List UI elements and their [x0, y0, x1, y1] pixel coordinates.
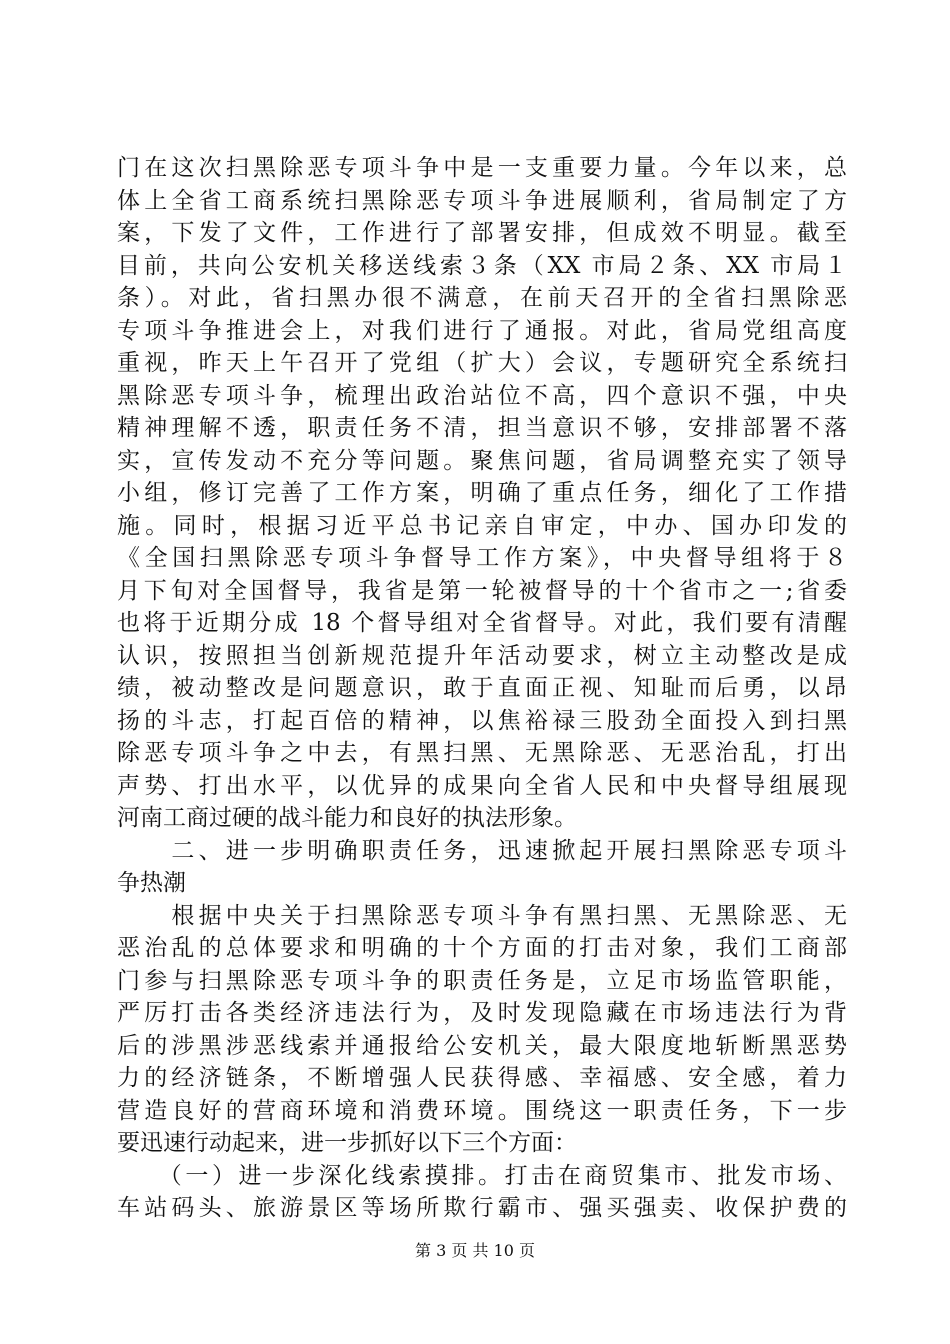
body-text: [117, 152, 847, 1225]
text-line: 实，宣传发动不充分等问题。聚焦问题，省局调整充实了领导: [117, 447, 847, 474]
text-line: 要迅速行动起来，进一步抓好以下三个方面：: [117, 1130, 577, 1156]
text-line: 条）。对此，省扫黑办很不满意，在前天召开的全省扫黑除恶: [117, 285, 847, 311]
text-line: 营造良好的营商环境和消费环境。围绕这一职责任务，下一步: [117, 1097, 847, 1124]
text-line: 月下旬对全国督导，我省是第一轮被督导的十个省市之一;省委: [117, 577, 847, 604]
text-line: 扬的斗志，打起百倍的精神，以焦裕禄三股劲全面投入到扫黑: [117, 707, 847, 734]
text-line: 《全国扫黑除恶专项斗争督导工作方案》，中央督导组将于８: [117, 545, 847, 571]
text-line: 黑除恶专项斗争，梳理出政治站位不高，四个意识不强，中央: [117, 382, 847, 409]
text-line: 绩，被动整改是问题意识，敢于直面正视、知耻而后勇，以昂: [117, 675, 847, 701]
text-line: （一）进一步深化线索摸排。打击在商贸集市、批发市场、: [117, 1162, 847, 1189]
text-line: 后的涉黑涉恶线索并通报给公安机关，最大限度地斩断黑恶势: [117, 1032, 847, 1059]
text-line: 施。同时，根据习近平总书记亲自审定，中办、国办印发的: [117, 512, 847, 539]
text-line: 案，下发了文件，工作进行了部署安排，但成效不明显。截至: [117, 220, 847, 246]
text-line: 门在这次扫黑除恶专项斗争中是一支重要力量。今年以来，总: [117, 155, 847, 181]
text-line: 认识，按照担当创新规范提升年活动要求，树立主动整改是成: [117, 642, 847, 669]
text-line: 河南工商过硬的战斗能力和良好的执法形象。: [117, 805, 577, 831]
text-line: 力的经济链条，不断增强人民获得感、幸福感、安全感，着力: [117, 1065, 847, 1091]
text-line: 争热潮: [117, 870, 186, 896]
text-line: 重视，昨天上午召开了党组（扩大）会议，专题研究全系统扫: [117, 350, 847, 376]
text-line: 除恶专项斗争之中去，有黑扫黑、无黑除恶、无恶治乱，打出: [117, 740, 847, 766]
text-line: 严厉打击各类经济违法行为，及时发现隐藏在市场违法行为背: [117, 1000, 847, 1026]
text-line: 体上全省工商系统扫黑除恶专项斗争进展顺利，省局制定了方: [117, 187, 847, 214]
text-line: 恶治乱的总体要求和明确的十个方面的打击对象，我们工商部: [117, 935, 847, 961]
text-line: 目前，共向公安机关移送线索３条（XX 市局２条、XX 市局１: [117, 252, 847, 279]
text-line: 专项斗争推进会上，对我们进行了通报。对此，省局党组高度: [117, 317, 847, 344]
text-line: 门参与扫黑除恶专项斗争的职责任务是，立足市场监管职能，: [117, 967, 847, 994]
text-line: 二、进一步明确职责任务，迅速掀起开展扫黑除恶专项斗: [117, 837, 847, 864]
text-line: 精神理解不透，职责任务不清，担当意识不够，安排部署不落: [117, 415, 847, 441]
text-line: 也将于近期分成 18 个督导组对全省督导。对此，我们要有清醒: [117, 610, 847, 636]
text-line: 声势、打出水平，以优异的成果向全省人民和中央督导组展现: [117, 772, 847, 799]
text-line: 车站码头、旅游景区等场所欺行霸市、强买强卖、收保护费的: [117, 1195, 847, 1221]
text-line: 根据中央关于扫黑除恶专项斗争有黑扫黑、无黑除恶、无: [117, 902, 847, 929]
text-line: 小组，修订完善了工作方案，明确了重点任务，细化了工作措: [117, 480, 847, 506]
page-footer: 第 3 页 共 10 页: [415, 1241, 535, 1260]
